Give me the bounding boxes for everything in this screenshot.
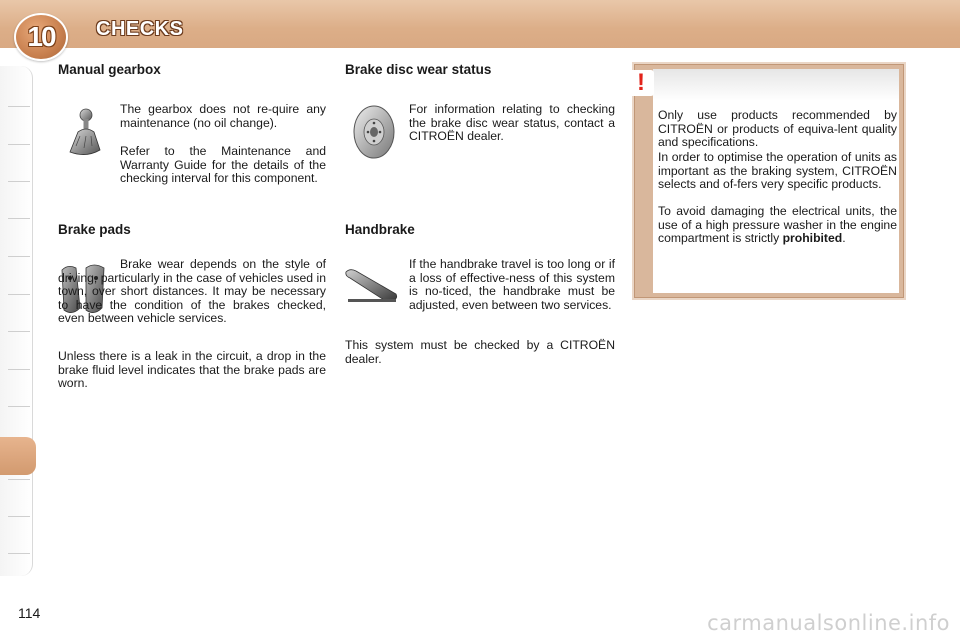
manual-gearbox-text-2: Refer to the Maintenance and Warranty Guide for the details of the checking interval for this component. <box>120 144 326 186</box>
side-tab-divider <box>8 331 30 332</box>
warning-text-3 <box>658 205 897 246</box>
side-tab-divider <box>8 144 30 145</box>
watermark: carmanualsonline.info <box>707 611 950 635</box>
warning-prohibited: prohibited <box>782 231 843 246</box>
page-number: 114 <box>18 605 41 621</box>
side-tab-divider <box>8 181 30 182</box>
brake-pads-heading: Brake pads <box>58 222 131 237</box>
handbrake-text-1: If the handbrake travel is too long or if a loss of effective-ness of this system is no-ticed, the handbrake must be adjusted, even between two services. <box>409 257 615 312</box>
side-tab-divider <box>8 218 30 219</box>
warning-text-3-end: . <box>842 231 846 246</box>
side-tab-divider <box>8 553 30 554</box>
brake-disc-text-1: For information relating to checking the brake disc wear status, contact a CITROËN dealer. <box>409 102 615 144</box>
manual-gearbox-heading: Manual gearbox <box>58 62 161 77</box>
brake-pads-text-1: Brake wear depends on the style of driving, particularly in the case of vehicles used in town, over short distances. It may be necessary to have the condition of the brakes checked, even between vehicle services. <box>58 257 326 326</box>
brake-pads-text-2: Unless there is a leak in the circuit, a drop in the brake fluid level indicates that the brake pads are worn. <box>58 349 326 391</box>
side-tab-divider <box>8 256 30 257</box>
warning-text-3-main: To avoid damaging the electrical units, the use of a high pressure washer in the engine compartment is strictly <box>658 204 897 246</box>
handbrake-text-2: This system must be checked by a CITROËN dealer. <box>345 338 615 366</box>
handbrake-heading: Handbrake <box>345 222 415 237</box>
warning-box-inner <box>653 69 899 293</box>
brake-disc-heading: Brake disc wear status <box>345 62 492 77</box>
side-tab-divider <box>8 479 30 480</box>
chapter-badge: 10 <box>14 13 68 61</box>
side-tab-divider <box>8 369 30 370</box>
chapter-side-tabs <box>0 66 33 576</box>
manual-gearbox-text-1: The gearbox does not re-quire any maintenance (no oil change). <box>120 102 326 130</box>
warning-text-1: Only use products recommended by CITROËN or products of equiva-lent quality and specifications. <box>658 108 897 150</box>
side-tab-divider <box>8 294 30 295</box>
side-tab-active-chapter[interactable] <box>0 437 36 475</box>
warning-box <box>634 64 904 298</box>
warning-text-2: In order to optimise the operation of units as important as the braking system, CITROËN selects and of-fers very specific products. <box>658 150 897 192</box>
brake-disc-icon <box>350 104 396 160</box>
warning-box-header-shade <box>653 69 899 101</box>
chapter-title: CHECKS <box>96 18 184 40</box>
side-tab-divider <box>8 516 30 517</box>
side-tab-divider <box>8 406 30 407</box>
side-tab-divider <box>8 106 30 107</box>
warning-icon: ! <box>628 70 654 96</box>
gear-lever-icon <box>62 106 104 158</box>
handbrake-lever-icon <box>344 266 400 306</box>
